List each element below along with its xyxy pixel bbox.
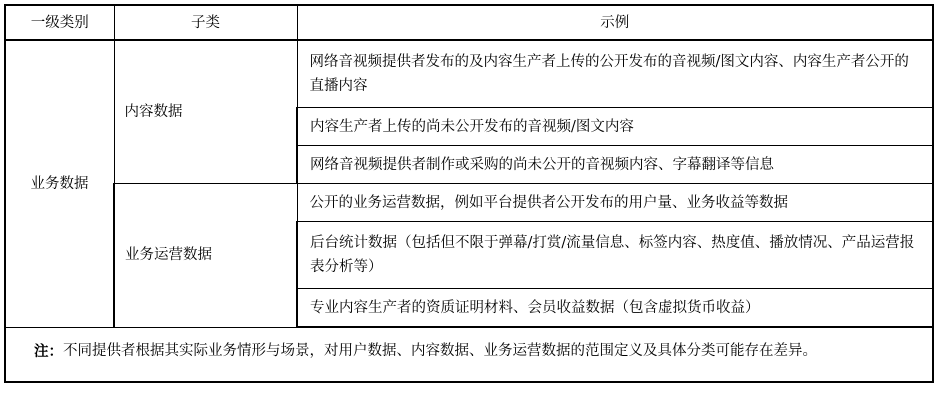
subcategory-cell-operations: 业务运营数据 xyxy=(114,184,297,328)
note-label: 注： xyxy=(34,343,63,360)
example-cell: 内容生产者上传的尚未公开发布的音视频/图文内容 xyxy=(297,108,933,146)
table-row xyxy=(5,184,933,222)
example-cell: 专业内容生产者的资质证明材料、会员收益数据（包含虚拟货币收益） xyxy=(297,289,933,328)
subcategory-cell-content: 内容数据 xyxy=(114,40,297,184)
example-cell: 网络音视频提供者制作或采购的尚未公开的音视频内容、字幕翻译等信息 xyxy=(297,146,933,184)
note-text: 不同提供者根据其实际业务情形与场景，对用户数据、内容数据、业务运营数据的范围定义及具体分类可能存在差异。 xyxy=(63,343,817,359)
example-cell: 公开的业务运营数据，例如平台提供者公开发布的用户量、业务收益等数据 xyxy=(297,184,933,222)
category-cell: 业务数据 xyxy=(5,40,114,327)
example-cell: 网络音视频提供者发布的及内容生产者上传的公开发布的音视频/图文内容、内容生产者公开的直播内容 xyxy=(297,40,933,108)
example-cell: 后台统计数据（包括但不限于弹幕/打赏/流量信息、标签内容、热度值、播放情况、产品运营报表分析等） xyxy=(297,222,933,289)
note-cell xyxy=(5,327,933,382)
table-note-row xyxy=(5,327,933,382)
table-header-row xyxy=(5,5,933,40)
header-example: 示例 xyxy=(297,5,933,40)
note xyxy=(34,338,918,365)
data-classification-table xyxy=(4,4,934,383)
header-subcategory: 子类 xyxy=(114,5,297,40)
header-category: 一级类别 xyxy=(5,5,114,40)
table-row xyxy=(5,40,933,108)
